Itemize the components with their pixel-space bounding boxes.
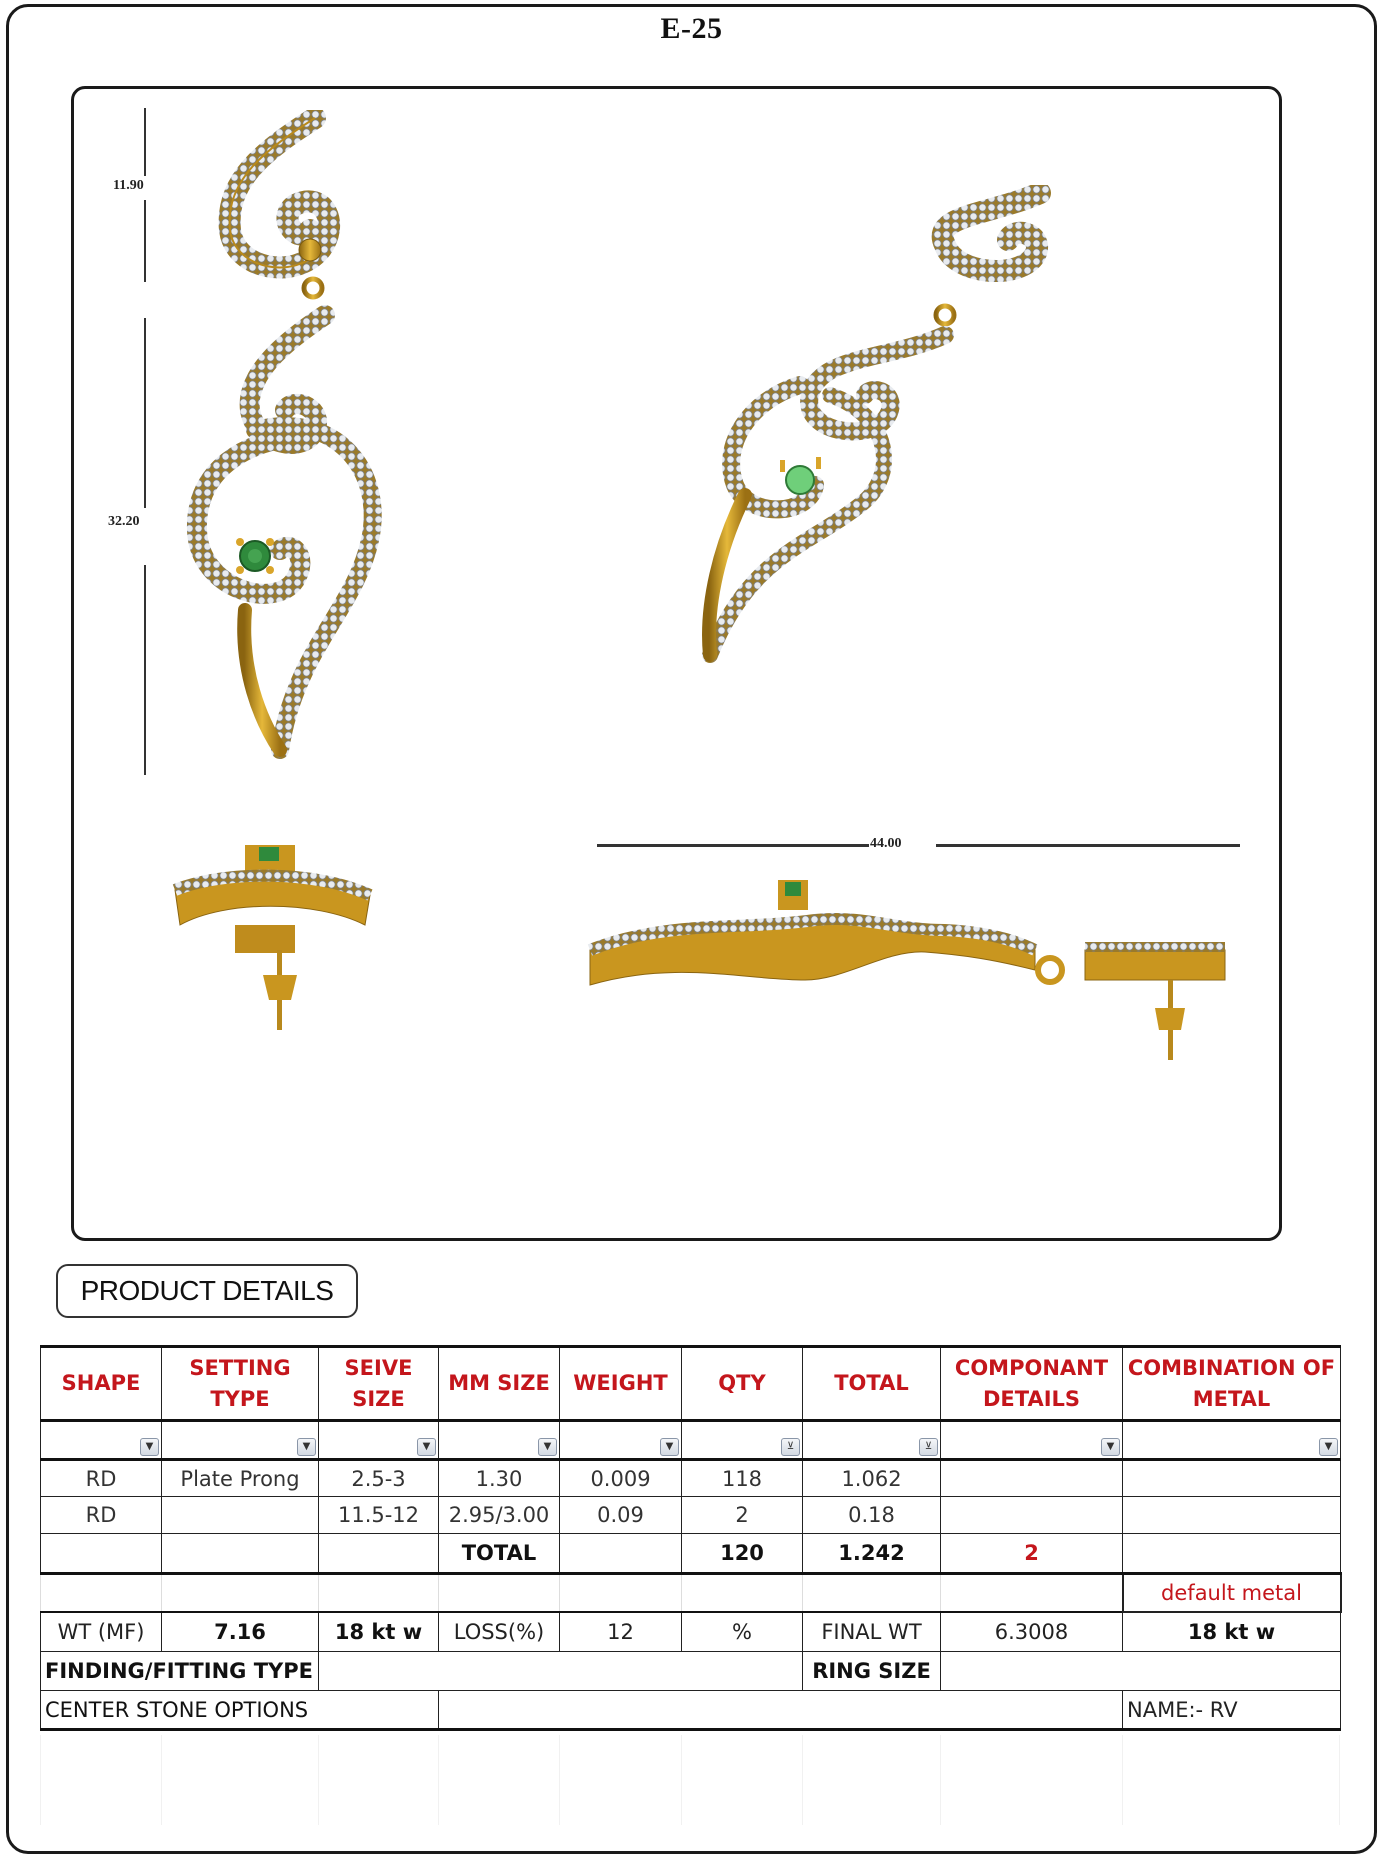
dimension-line-length-right (936, 844, 1240, 847)
table-row (41, 1460, 1341, 1497)
filter-cell-setting-type (162, 1421, 319, 1460)
empty-cell (439, 1574, 560, 1612)
front-view-render (185, 110, 435, 770)
ring-size-value (941, 1652, 1341, 1691)
totals-total: 1.242 (803, 1534, 941, 1574)
cell-seive-size: 11.5-12 (319, 1497, 439, 1534)
empty-cell (41, 1534, 162, 1574)
filter-row (41, 1421, 1341, 1460)
filter-active-icon[interactable]: ⊻ (919, 1438, 938, 1456)
totals-qty: 120 (682, 1534, 803, 1574)
perspective-view-render (690, 185, 1070, 685)
totals-componant: 2 (941, 1534, 1123, 1574)
cell-weight: 0.009 (560, 1460, 682, 1497)
header-total: TOTAL (803, 1347, 941, 1421)
filter-dropdown-icon[interactable]: ▼ (538, 1438, 557, 1456)
center-stone-value (439, 1691, 1123, 1730)
cell-seive-size: 2.5-3 (319, 1460, 439, 1497)
empty-cell (560, 1534, 682, 1574)
totals-label: TOTAL (439, 1534, 560, 1574)
filter-dropdown-icon[interactable]: ▼ (1319, 1438, 1338, 1456)
dimension-line-top-lower (144, 200, 146, 282)
name-label: NAME:- RV (1123, 1691, 1341, 1730)
ring-size-label: RING SIZE (803, 1652, 941, 1691)
wt-mf-value: 7.16 (162, 1612, 319, 1652)
header-seive-size: SEIVE SIZE (319, 1347, 439, 1421)
finding-value (319, 1652, 803, 1691)
table-header-row (41, 1347, 1341, 1421)
dimension-line-length-left (597, 844, 869, 847)
cell-shape: RD (41, 1497, 162, 1534)
default-metal-label: default metal (1123, 1574, 1341, 1612)
dimension-top-height: 11.90 (113, 178, 144, 193)
loss-value: 12 (560, 1612, 682, 1652)
filter-cell-qty (682, 1421, 803, 1460)
empty-cell (1123, 1534, 1341, 1574)
wt-mf-label: WT (MF) (41, 1612, 162, 1652)
cell-weight: 0.09 (560, 1497, 682, 1534)
filter-cell-mm-size (439, 1421, 560, 1460)
header-shape: SHAPE (41, 1347, 162, 1421)
cell-shape: RD (41, 1460, 162, 1497)
cell-total: 1.062 (803, 1460, 941, 1497)
cell-mm-size: 2.95/3.00 (439, 1497, 560, 1534)
cell-setting-type (162, 1497, 319, 1534)
cell-metal (1123, 1497, 1341, 1534)
filter-cell-shape (41, 1421, 162, 1460)
cell-total: 0.18 (803, 1497, 941, 1534)
header-componant-details: COMPONANT DETAILS (941, 1347, 1123, 1421)
filter-cell-total (803, 1421, 941, 1460)
filter-dropdown-icon[interactable]: ▼ (297, 1438, 316, 1456)
final-metal: 18 kt w (1123, 1612, 1341, 1652)
cell-componant (941, 1497, 1123, 1534)
finding-row (41, 1652, 1341, 1691)
dimension-line-top (144, 108, 146, 176)
filter-dropdown-icon[interactable]: ▼ (417, 1438, 436, 1456)
empty-cell (560, 1574, 682, 1612)
product-details-heading: PRODUCT DETAILS (56, 1264, 358, 1318)
table-row (41, 1497, 1341, 1534)
empty-cell (803, 1574, 941, 1612)
dimension-drop-height: 32.20 (108, 514, 140, 529)
filter-dropdown-icon[interactable]: ▼ (1101, 1438, 1120, 1456)
sheet-title: E-25 (660, 12, 723, 45)
cell-mm-size: 1.30 (439, 1460, 560, 1497)
header-qty: QTY (682, 1347, 803, 1421)
dimension-line-drop-lower (144, 565, 146, 775)
empty-cell (319, 1534, 439, 1574)
dimension-line-drop-upper (144, 318, 146, 508)
filter-dropdown-icon[interactable]: ▼ (140, 1438, 159, 1456)
totals-row (41, 1534, 1341, 1574)
filter-active-icon[interactable]: ⊻ (781, 1438, 800, 1456)
dimension-total-length: 44.00 (870, 836, 902, 851)
cell-metal (1123, 1460, 1341, 1497)
final-wt-label: FINAL WT (803, 1612, 941, 1652)
header-mm-size: MM SIZE (439, 1347, 560, 1421)
loss-unit: % (682, 1612, 803, 1652)
filter-cell-weight (560, 1421, 682, 1460)
cell-qty: 118 (682, 1460, 803, 1497)
empty-cell (162, 1534, 319, 1574)
empty-cell (682, 1574, 803, 1612)
faint-gridlines (40, 1735, 1340, 1825)
side-view-render (585, 870, 1245, 1070)
weight-row (41, 1612, 1341, 1652)
product-details-table (40, 1345, 1342, 1731)
header-setting-type: SETTING TYPE (162, 1347, 319, 1421)
center-stone-label: CENTER STONE OPTIONS (41, 1691, 439, 1730)
finding-label: FINDING/FITTING TYPE (41, 1652, 319, 1691)
filter-dropdown-icon[interactable]: ▼ (660, 1438, 679, 1456)
empty-cell (941, 1574, 1123, 1612)
center-stone-row (41, 1691, 1341, 1730)
header-combination-of-metal: COMBINATION OF METAL (1123, 1347, 1341, 1421)
empty-cell (319, 1574, 439, 1612)
filter-cell-componant (941, 1421, 1123, 1460)
spacer-row (41, 1574, 1341, 1612)
cell-setting-type: Plate Prong (162, 1460, 319, 1497)
loss-label: LOSS(%) (439, 1612, 560, 1652)
top-view-render (165, 835, 380, 1030)
empty-cell (162, 1574, 319, 1612)
filter-cell-metal (1123, 1421, 1341, 1460)
cell-qty: 2 (682, 1497, 803, 1534)
empty-cell (41, 1574, 162, 1612)
cell-componant (941, 1460, 1123, 1497)
header-weight: WEIGHT (560, 1347, 682, 1421)
wt-mf-metal: 18 kt w (319, 1612, 439, 1652)
final-wt-value: 6.3008 (941, 1612, 1123, 1652)
filter-cell-seive-size (319, 1421, 439, 1460)
